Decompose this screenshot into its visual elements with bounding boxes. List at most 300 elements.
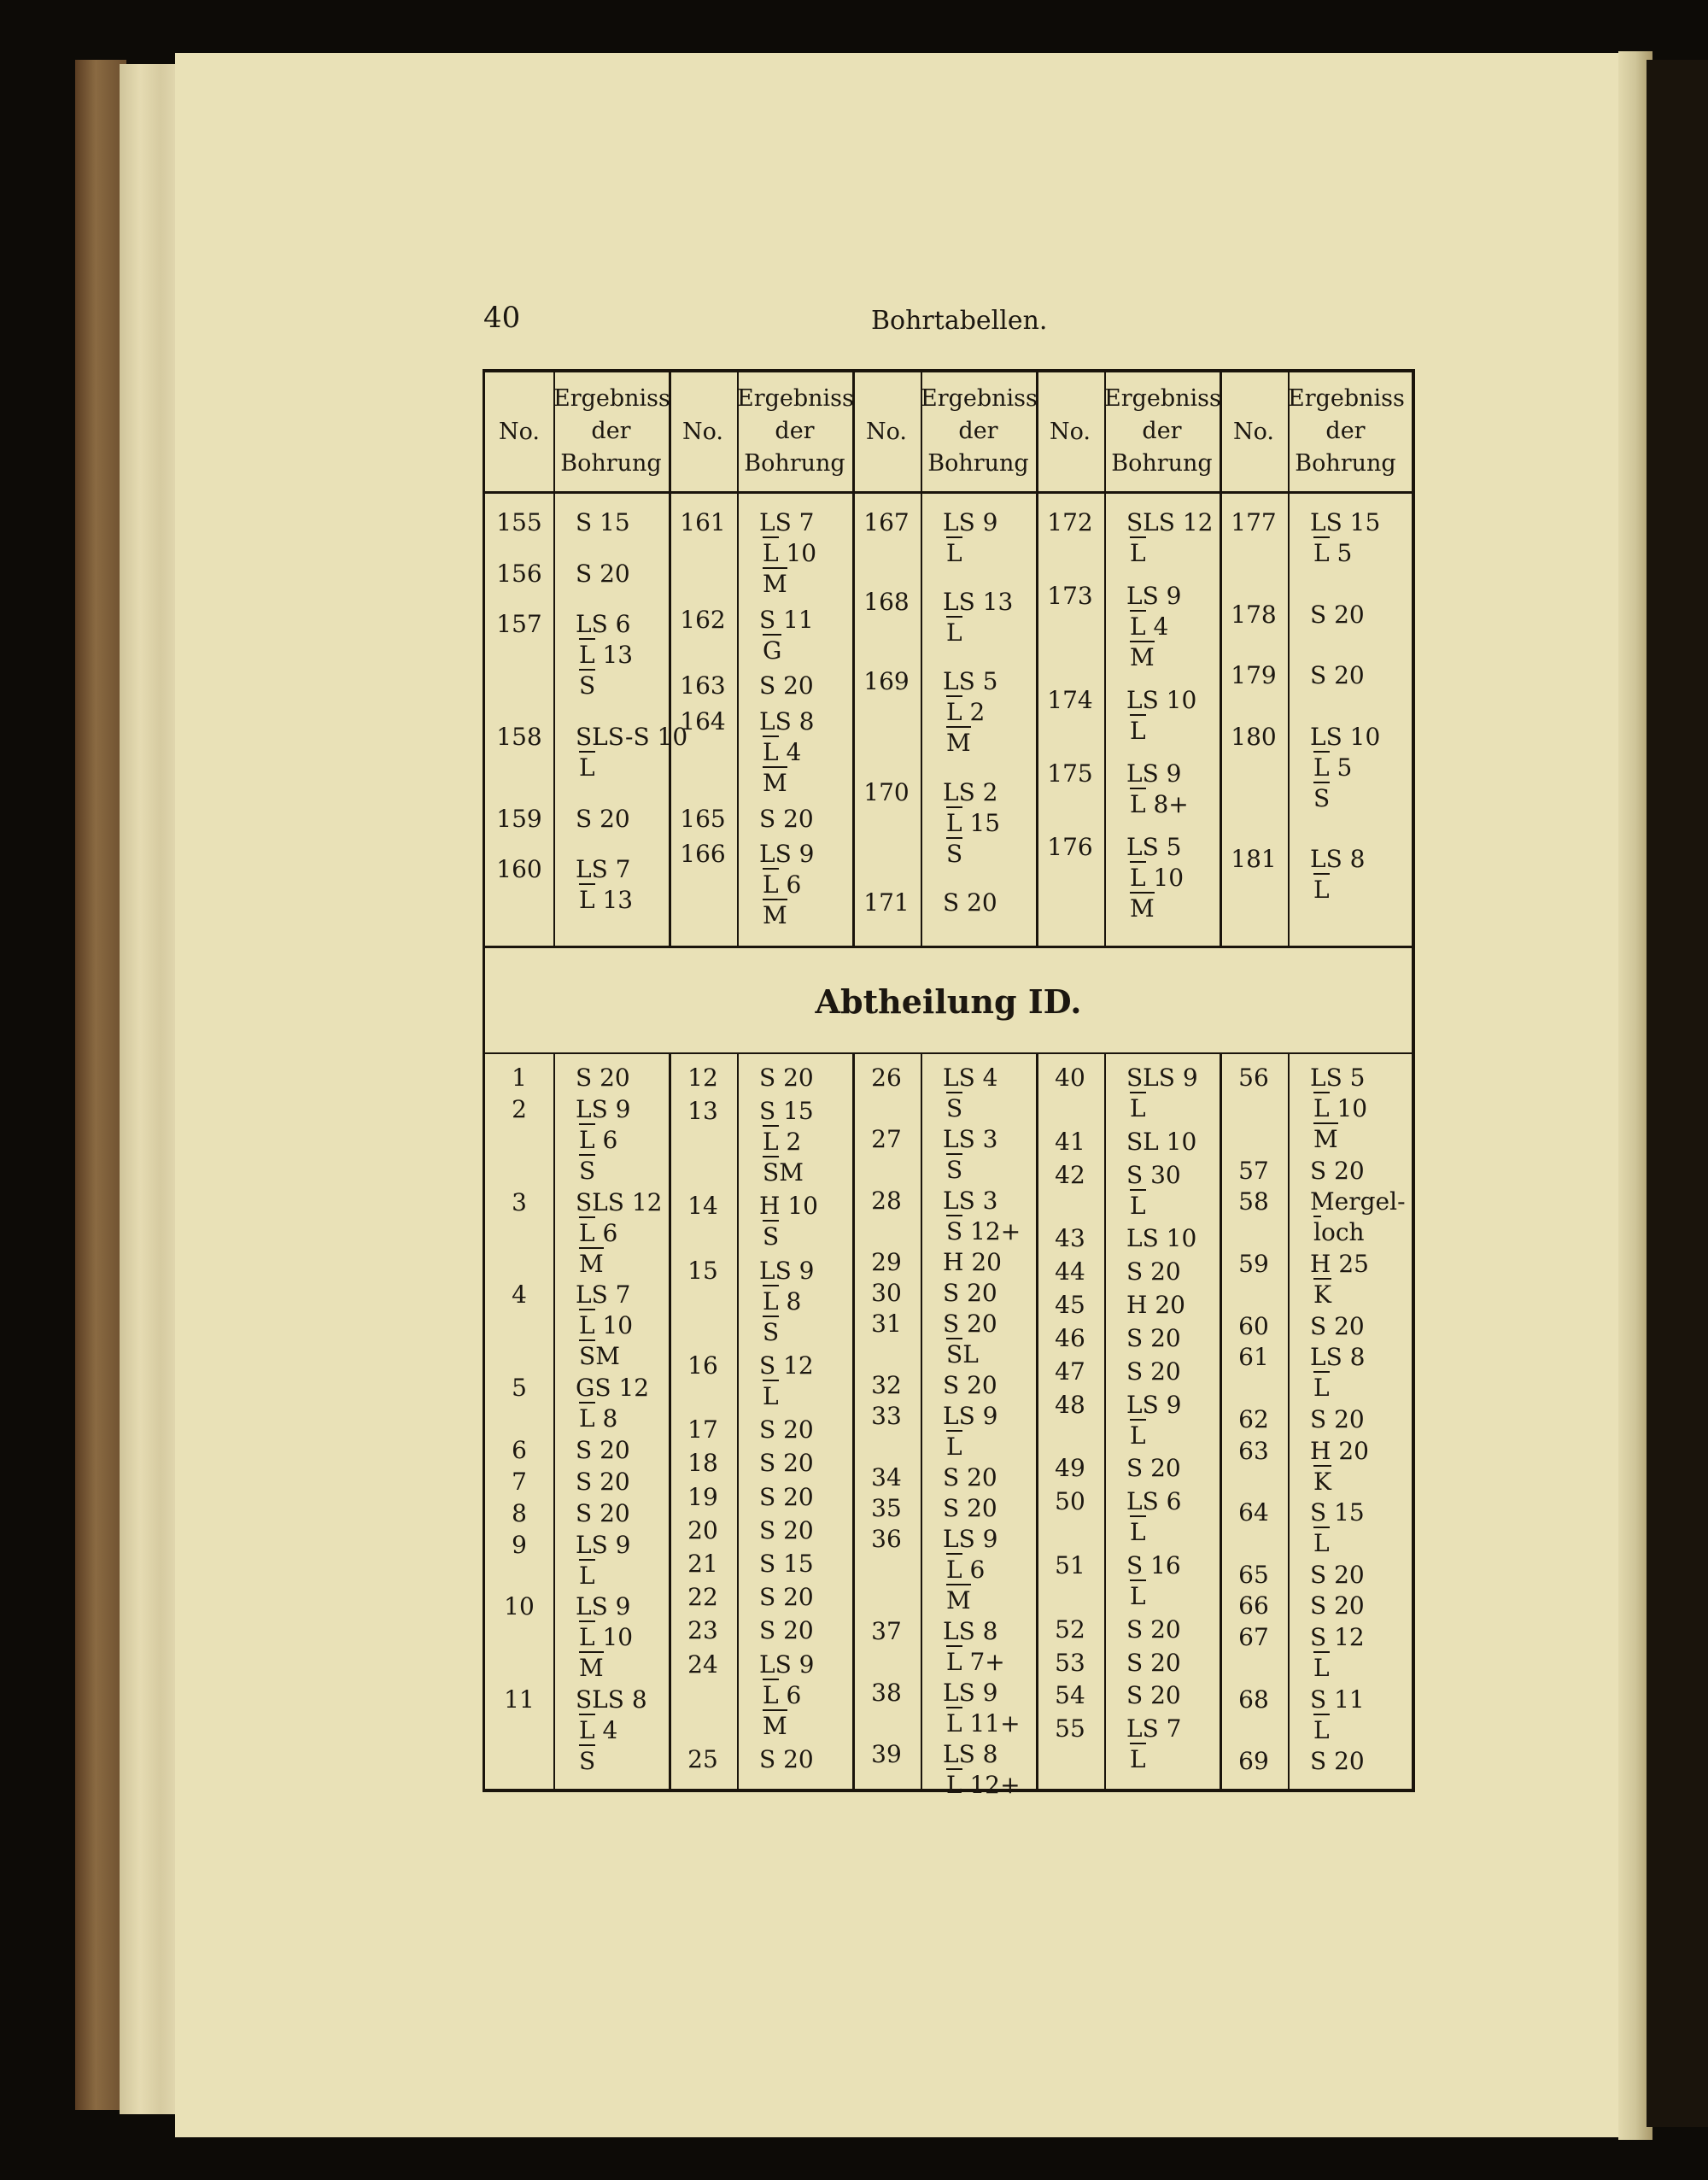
boring-number: 62 (1238, 1404, 1269, 1433)
boring-number: 27 (871, 1125, 902, 1153)
result-layer: S 20 (576, 1498, 630, 1527)
header-no: No. (866, 419, 907, 445)
boring-number: 168 (863, 588, 910, 617)
boring-number: 48 (1055, 1390, 1085, 1419)
boring-result (759, 1448, 814, 1479)
result-layer: LS 3 (943, 1125, 998, 1153)
boring-result (759, 1482, 814, 1513)
group-divider (852, 372, 855, 946)
boring-number: 47 (1055, 1357, 1085, 1386)
boring-number: 171 (863, 888, 910, 917)
header-text: der (591, 418, 631, 444)
result-layer: L 2 (943, 697, 998, 728)
result-layer: LS 8 (1310, 1343, 1366, 1372)
result-layer: S 20 (576, 559, 630, 588)
boring-result (1126, 1290, 1185, 1321)
header-text: der (1142, 418, 1182, 444)
boring-result (1310, 844, 1366, 905)
boring-number: 32 (871, 1371, 902, 1399)
boring-result (576, 1187, 663, 1280)
boring-result (1126, 832, 1184, 924)
result-layer: LS 9 (1126, 759, 1182, 788)
result-layer: L (1310, 875, 1366, 905)
boring-result (943, 666, 998, 759)
result-layer: S 11 (759, 605, 814, 634)
boring-number: 59 (1238, 1249, 1269, 1278)
boring-number: 14 (687, 1192, 718, 1221)
result-layer: L 8 (576, 1404, 649, 1434)
result-layer: LS 7 (576, 855, 631, 884)
result-layer: S 20 (1310, 1591, 1365, 1620)
result-layer: S 20 (1126, 1648, 1181, 1677)
boring-result (576, 1685, 647, 1777)
result-layer: S 20 (943, 1371, 997, 1399)
boring-result (943, 1401, 998, 1462)
result-layer: LS 10 (1310, 722, 1381, 751)
boring-result (1310, 600, 1365, 630)
header-text: Bohrung (927, 450, 1029, 477)
result-layer: L 6 (576, 1125, 631, 1156)
result-layer: LS 15 (1310, 508, 1381, 536)
boring-number: 42 (1055, 1160, 1085, 1189)
result-layer: L 13 (576, 640, 633, 671)
boring-number: 52 (1055, 1614, 1085, 1644)
result-layer: S 20 (1126, 1357, 1181, 1386)
header-text: Ergebniss (737, 385, 854, 412)
result-layer: S 20 (1310, 1560, 1365, 1589)
result-layer: S 20 (759, 1583, 814, 1612)
boring-result (1126, 759, 1189, 820)
boring-result (943, 777, 1000, 870)
result-layer: S 20 (943, 888, 997, 917)
boring-result (759, 1415, 814, 1445)
header-text: Ergebniss (1104, 385, 1221, 412)
result-layer: S (943, 1155, 998, 1186)
result-layer: M (576, 1653, 633, 1684)
boring-result (759, 1650, 815, 1742)
boring-result (943, 1309, 997, 1370)
boring-result (759, 605, 814, 666)
boring-result (943, 1247, 1002, 1278)
boring-number: 181 (1231, 845, 1277, 874)
boring-number: 15 (687, 1256, 718, 1285)
boring-number: 169 (863, 667, 910, 696)
header-no: No. (1050, 419, 1091, 445)
boring-number: 13 (687, 1097, 718, 1126)
boring-number: 163 (680, 671, 726, 700)
boring-number: 178 (1231, 600, 1277, 629)
boring-number: 43 (1055, 1224, 1085, 1253)
boring-number: 64 (1238, 1498, 1269, 1527)
boring-number: 11 (504, 1685, 535, 1714)
result-layer: L 4 (759, 737, 815, 768)
boring-number: 5 (512, 1374, 527, 1403)
result-layer: S (576, 1746, 647, 1777)
boring-result (1126, 507, 1214, 569)
boring-number: 25 (687, 1744, 718, 1773)
result-layer: L (576, 1561, 631, 1591)
result-layer: L 6 (943, 1555, 998, 1585)
result-layer: LS 8 (943, 1740, 998, 1768)
result-layer: L 13 (576, 885, 633, 916)
boring-number: 160 (496, 855, 542, 884)
boring-result (759, 1063, 814, 1093)
boring-result (943, 1462, 997, 1493)
boring-result (1310, 1342, 1366, 1404)
boring-number: 164 (680, 707, 726, 735)
boring-number: 157 (496, 610, 542, 639)
boring-number: 170 (863, 777, 910, 806)
header-ergebniss (553, 383, 669, 480)
result-layer: H 20 (1126, 1291, 1185, 1320)
boring-result (1310, 1560, 1365, 1591)
boring-number: 165 (680, 804, 726, 833)
boring-result (759, 1351, 814, 1412)
boring-result (1310, 1497, 1365, 1559)
boring-number: 166 (680, 840, 726, 869)
result-layer: S 20 (1310, 1311, 1365, 1340)
borehole-table (483, 369, 1415, 1799)
result-layer: GS 12 (576, 1374, 650, 1403)
boring-number: 22 (687, 1583, 718, 1612)
result-layer: L 6 (576, 1218, 663, 1249)
boring-result (1310, 1746, 1365, 1777)
result-layer: L 5 (1310, 538, 1380, 569)
boring-number: 161 (680, 508, 726, 536)
result-layer: M (576, 1249, 663, 1280)
boring-number: 167 (863, 508, 910, 536)
result-layer: S 20 (576, 804, 630, 833)
result-layer: G (759, 636, 814, 666)
boring-result (576, 1435, 630, 1466)
result-layer: SM (576, 1341, 633, 1372)
boring-result (1310, 1591, 1365, 1621)
result-layer: S 20 (943, 1310, 997, 1338)
result-layer: LS 5 (943, 667, 998, 696)
boring-result (759, 1256, 815, 1348)
boring-number: 40 (1055, 1064, 1085, 1092)
boring-number: 31 (871, 1310, 902, 1338)
result-layer: S 20 (759, 671, 814, 700)
no-divider (553, 1052, 555, 1789)
result-layer: L (1310, 1715, 1365, 1746)
boring-result (576, 507, 630, 538)
result-layer: S 15 (576, 508, 630, 536)
boring-result (1126, 1390, 1182, 1451)
header-ergebniss (737, 383, 852, 480)
boring-result (943, 1678, 1021, 1739)
result-layer: SLS 8 (576, 1685, 647, 1714)
boring-number: 17 (687, 1415, 718, 1445)
result-layer: S 20 (1126, 1257, 1181, 1286)
boring-result (576, 854, 633, 916)
section-rule-bottom (485, 1052, 1412, 1054)
boring-result (576, 1094, 631, 1187)
header-no: No. (1233, 419, 1274, 445)
result-layer: S 20 (1310, 661, 1365, 690)
result-layer: L (1310, 1653, 1365, 1684)
boring-number: 158 (496, 723, 542, 751)
result-layer: SLS 12 (1126, 508, 1214, 536)
result-layer: L 6 (759, 1680, 815, 1711)
result-layer: LS 8 (759, 707, 815, 735)
boring-number: 16 (687, 1351, 718, 1380)
boring-result (759, 507, 816, 600)
result-layer: L 11+ (943, 1708, 1021, 1739)
result-layer: LS 9 (759, 1650, 815, 1679)
result-layer: S (943, 1093, 998, 1124)
boring-number: 55 (1055, 1714, 1085, 1743)
header-ergebniss (1104, 383, 1220, 480)
result-layer: S 20 (1126, 1454, 1181, 1483)
result-layer: LS 9 (943, 508, 998, 536)
boring-result (576, 609, 633, 701)
result-layer: LS 9 (1126, 582, 1182, 610)
boring-number: 20 (687, 1515, 718, 1544)
result-layer: L (1126, 1191, 1181, 1222)
result-layer: L (943, 618, 1013, 648)
result-layer: M (759, 900, 815, 931)
boring-result (759, 706, 815, 799)
no-divider (921, 1052, 922, 1789)
boring-result (1126, 1323, 1181, 1354)
header-ergebniss (1288, 383, 1403, 480)
result-layer: SLS 9 (1126, 1064, 1198, 1092)
boring-number: 2 (512, 1094, 527, 1123)
boring-result (943, 507, 998, 569)
result-layer: S 20 (1126, 1614, 1181, 1644)
result-layer: S 15 (759, 1097, 814, 1126)
result-layer: S 20 (1310, 1404, 1365, 1433)
boring-number: 56 (1238, 1064, 1269, 1092)
book-spine-edge (75, 60, 126, 2110)
boring-number: 29 (871, 1248, 902, 1276)
result-layer: K (1310, 1467, 1369, 1497)
boring-number: 30 (871, 1279, 902, 1307)
result-layer: L 4 (576, 1715, 647, 1746)
boring-result (576, 1063, 630, 1093)
boring-number: 173 (1047, 582, 1093, 610)
result-layer: S 20 (759, 1616, 814, 1645)
result-layer: L 15 (943, 808, 1000, 839)
boring-number: 177 (1231, 508, 1277, 536)
result-layer: S 20 (1310, 1156, 1365, 1185)
boring-number: 159 (496, 804, 542, 833)
boring-result (1310, 1063, 1367, 1155)
result-layer: M (943, 1585, 998, 1616)
boring-result (943, 1493, 997, 1524)
boring-result (1126, 1127, 1196, 1157)
header-text: der (1325, 418, 1366, 444)
boring-number: 21 (687, 1549, 718, 1578)
header-no: No. (499, 419, 540, 445)
boring-number: 174 (1047, 686, 1093, 714)
boring-result (759, 1549, 814, 1579)
boring-result (1126, 1614, 1181, 1645)
boring-result (1310, 1187, 1406, 1248)
boring-result (943, 1186, 1021, 1247)
result-layer: L (1126, 1517, 1182, 1548)
boring-number: 41 (1055, 1127, 1085, 1156)
boring-number: 23 (687, 1616, 718, 1645)
boring-result (1310, 1685, 1365, 1746)
boring-result (759, 839, 815, 931)
result-layer: S 20 (759, 1449, 814, 1478)
result-layer: LS 9 (576, 1530, 631, 1559)
result-layer: M (1310, 1124, 1367, 1155)
result-layer: M (943, 728, 998, 759)
boring-number: 179 (1231, 661, 1277, 690)
result-layer: L (1126, 716, 1196, 747)
boring-result (1310, 1622, 1365, 1684)
result-layer: L 4 (1126, 612, 1182, 642)
boring-number: 18 (687, 1449, 718, 1478)
result-layer: L (1126, 1581, 1181, 1612)
result-layer: S (759, 1317, 815, 1348)
result-layer: L (1126, 1093, 1198, 1124)
boring-result (576, 1498, 630, 1529)
boring-result (1126, 581, 1182, 673)
boring-number: 180 (1231, 722, 1277, 751)
result-layer: LS 4 (943, 1064, 998, 1092)
result-layer: L 5 (1310, 753, 1380, 783)
result-layer: S 20 (759, 1064, 814, 1092)
boring-number: 6 (512, 1436, 527, 1465)
boring-number: 66 (1238, 1591, 1269, 1620)
no-divider (737, 1052, 739, 1789)
boring-number: 46 (1055, 1323, 1085, 1352)
boring-result (576, 1530, 631, 1591)
boring-number: 8 (512, 1498, 527, 1527)
result-layer: L (943, 1432, 998, 1462)
boring-result (943, 1739, 1021, 1801)
header-text: Bohrung (1295, 450, 1396, 477)
result-layer: SM (759, 1157, 814, 1188)
result-layer: LS 9 (759, 1256, 815, 1285)
result-layer: H 20 (1310, 1436, 1369, 1465)
boring-number: 45 (1055, 1291, 1085, 1320)
result-layer: S 20 (759, 1482, 814, 1511)
boring-result (1126, 1714, 1182, 1775)
result-layer: LS 9 (759, 840, 815, 869)
result-layer: S (1310, 783, 1380, 814)
boring-number: 19 (687, 1482, 718, 1511)
header-text: Bohrung (744, 450, 845, 477)
result-layer: S (943, 839, 1000, 870)
boring-result (1126, 685, 1196, 747)
running-title: Bohrtabellen. (871, 306, 1048, 336)
boring-number: 28 (871, 1187, 902, 1215)
result-layer: Mergel- (1310, 1187, 1406, 1216)
boring-result (1310, 507, 1380, 569)
result-layer: S 20 (1126, 1681, 1181, 1710)
result-layer: L 10 (576, 1310, 633, 1341)
boring-result (1126, 1160, 1181, 1222)
result-layer: LS 2 (943, 777, 998, 806)
boring-result (1126, 1223, 1196, 1254)
no-divider (1288, 1052, 1290, 1789)
boring-result (1310, 1436, 1369, 1497)
result-layer: K (1310, 1280, 1369, 1310)
result-layer: M (759, 768, 815, 799)
boring-result (943, 1063, 998, 1124)
result-layer: LS 7 (759, 508, 815, 536)
boring-number: 176 (1047, 833, 1093, 861)
result-layer: S 16 (1126, 1550, 1181, 1579)
boring-result (576, 559, 630, 589)
result-layer: L (943, 538, 998, 569)
boring-result (943, 587, 1013, 648)
boring-result (1310, 1404, 1365, 1435)
boring-result (576, 1373, 649, 1434)
result-layer: LS 5 (1126, 833, 1182, 861)
result-layer: L 8 (759, 1286, 815, 1317)
no-divider (1104, 1052, 1106, 1789)
boring-result (759, 1744, 814, 1775)
boring-number: 34 (871, 1463, 902, 1491)
boring-result (1126, 1357, 1181, 1387)
result-layer: S (576, 1156, 631, 1187)
boring-result (576, 1467, 630, 1497)
result-layer: LS 3 (943, 1187, 998, 1215)
result-layer: LS 9 (943, 1679, 998, 1707)
result-layer: LS 9 (943, 1525, 998, 1553)
result-layer: LS 8 (943, 1617, 998, 1645)
boring-number: 50 (1055, 1487, 1085, 1516)
result-layer: L (1310, 1373, 1366, 1404)
boring-result (1310, 1249, 1369, 1310)
boring-result (1126, 1257, 1181, 1287)
result-layer: LS 13 (943, 588, 1014, 617)
header-rule (485, 491, 1412, 494)
boring-result (1126, 1550, 1181, 1612)
section-rule-top (485, 946, 1412, 948)
result-layer: LS 7 (1126, 1714, 1182, 1743)
boring-number: 155 (496, 508, 542, 536)
result-layer: S (576, 671, 633, 701)
boring-number: 63 (1238, 1436, 1269, 1465)
boring-number: 35 (871, 1494, 902, 1522)
boring-number: 61 (1238, 1343, 1269, 1372)
header-text: Bohrung (560, 450, 662, 477)
result-layer: S 15 (759, 1549, 814, 1578)
boring-number: 49 (1055, 1454, 1085, 1483)
boring-number: 175 (1047, 759, 1093, 788)
result-layer: S 15 (1310, 1498, 1365, 1527)
result-layer: L (1126, 1744, 1182, 1775)
boring-number: 38 (871, 1679, 902, 1707)
header-text: Ergebniss (553, 385, 670, 412)
boring-number: 67 (1238, 1623, 1269, 1652)
result-layer: LS 9 (1126, 1390, 1182, 1419)
boring-result (759, 671, 814, 701)
boring-number: 172 (1047, 508, 1093, 536)
result-layer: L (576, 753, 687, 783)
boring-result (943, 1370, 997, 1401)
result-layer: SLS-S 10 (576, 723, 688, 751)
boring-number: 51 (1055, 1550, 1085, 1579)
result-layer: L (759, 1381, 814, 1412)
result-layer: S 20 (943, 1279, 997, 1307)
boring-number: 36 (871, 1525, 902, 1553)
boring-number: 7 (512, 1467, 527, 1496)
result-layer: loch (1310, 1217, 1406, 1248)
header-text: Ergebniss (1288, 385, 1405, 412)
boring-number: 53 (1055, 1648, 1085, 1677)
result-layer: LS 6 (576, 610, 631, 639)
result-layer: L 10 (1310, 1093, 1367, 1124)
result-layer: L 7+ (943, 1647, 1005, 1678)
